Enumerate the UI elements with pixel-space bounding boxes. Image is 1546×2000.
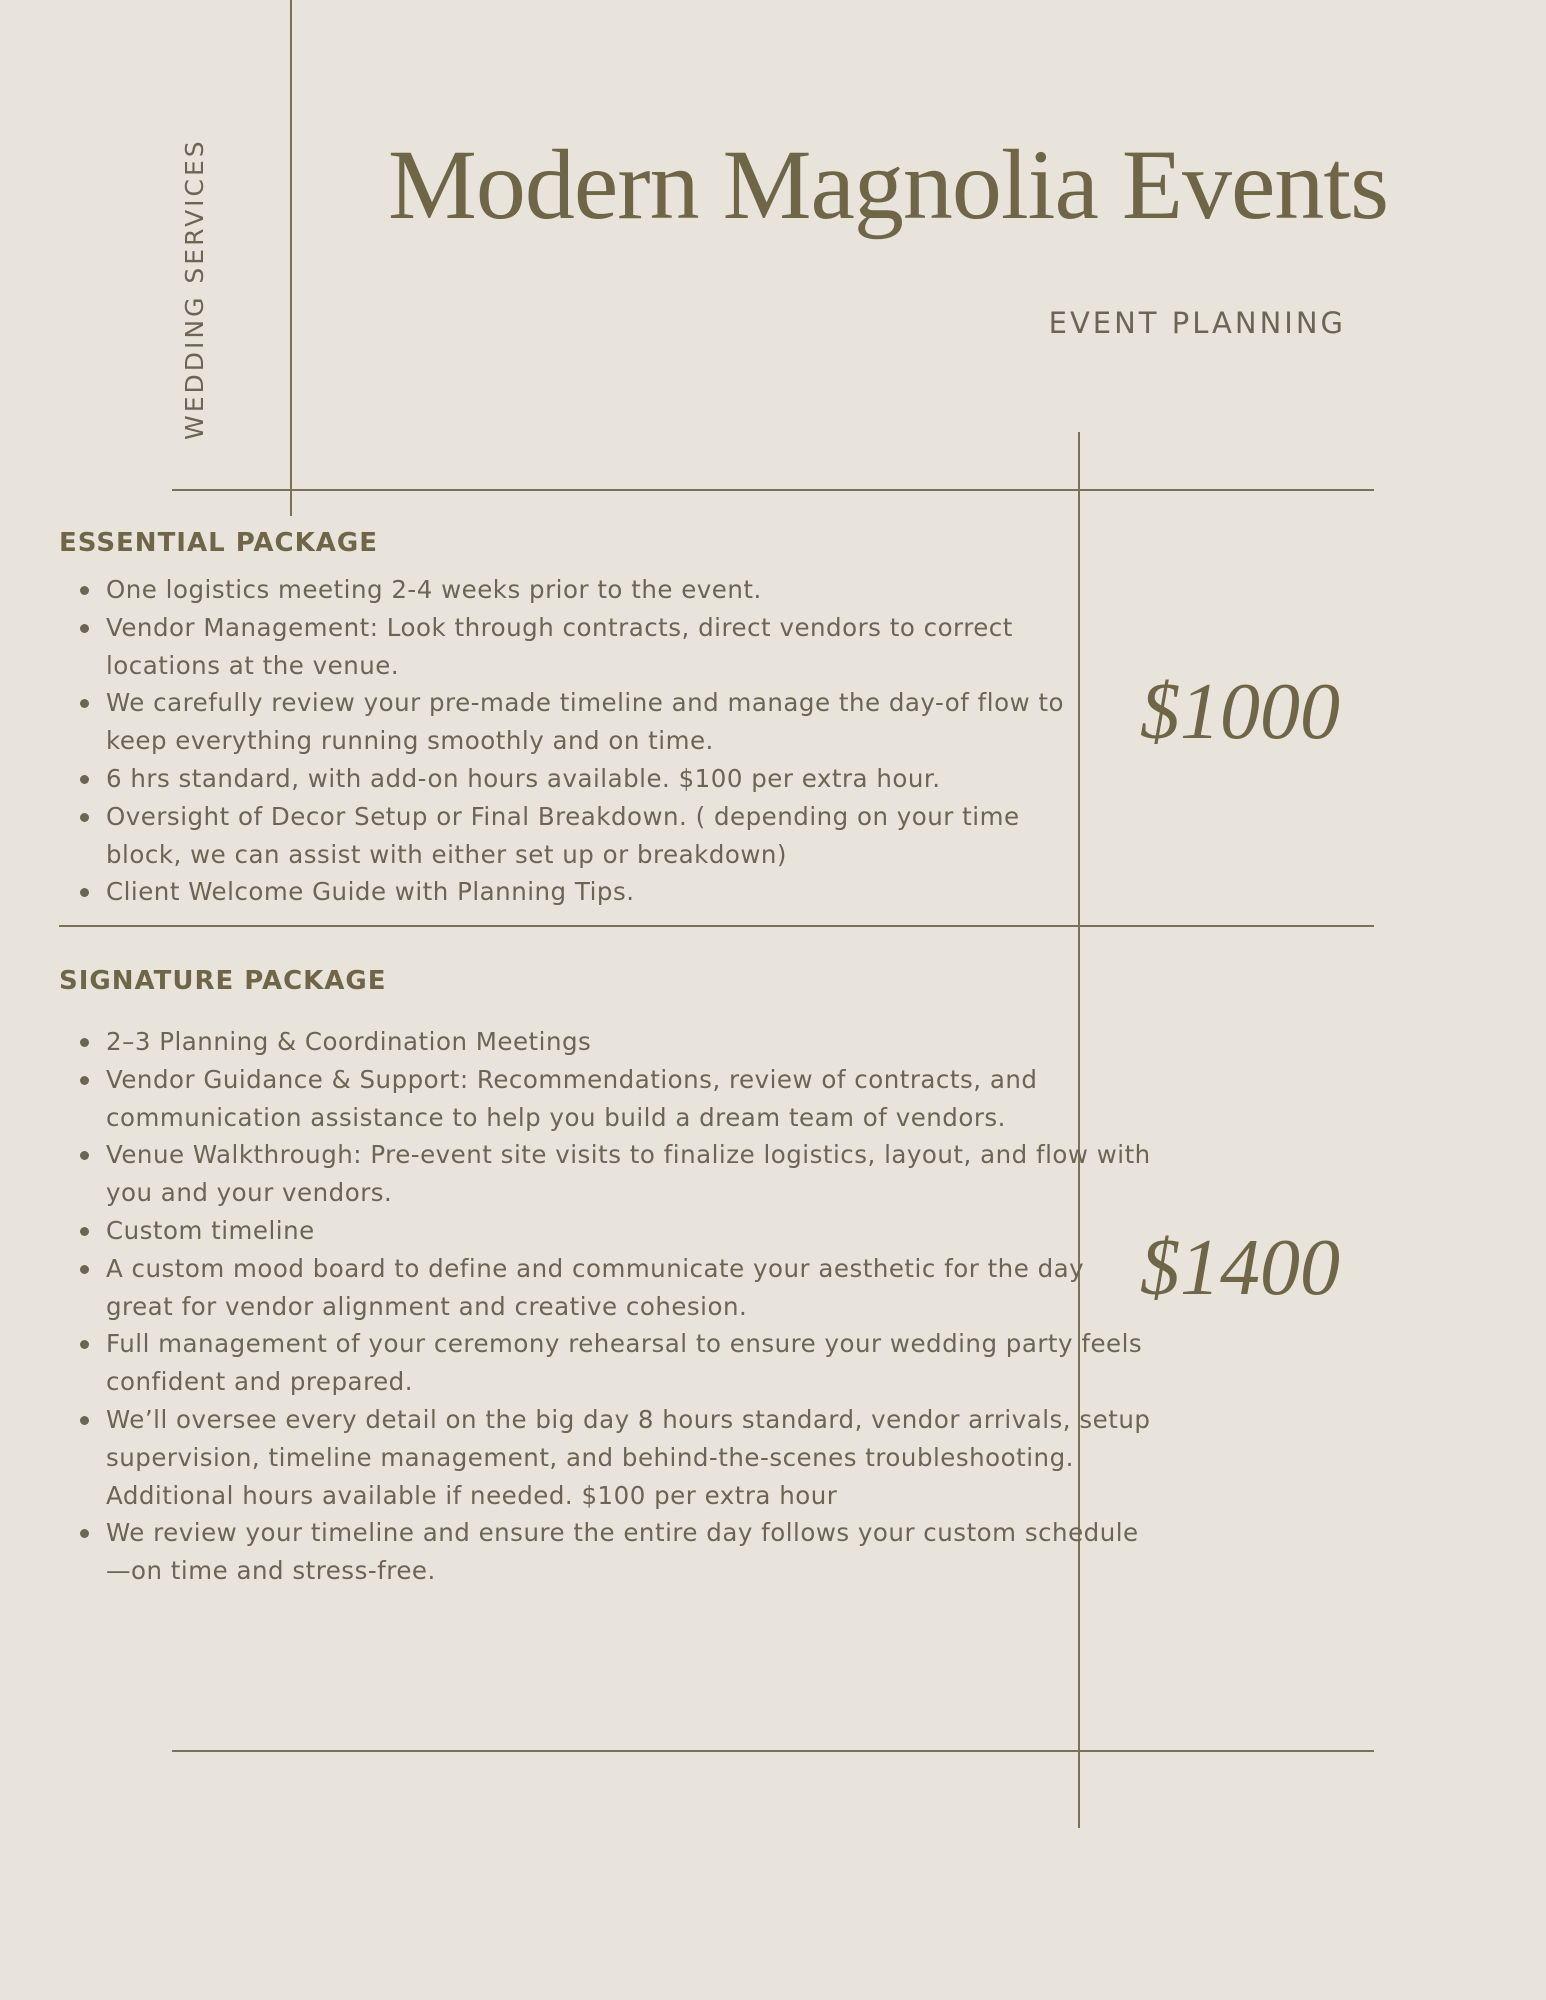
list-item: Full management of your ceremony rehearsal to ensure your wedding party feels confident and prepared. bbox=[106, 1325, 1151, 1401]
vertical-rule-left bbox=[290, 0, 292, 516]
list-item: One logistics meeting 2-4 weeks prior to the event. bbox=[106, 571, 1096, 609]
page-title: Modern Magnolia Events bbox=[388, 129, 1389, 240]
page-subtitle: EVENT PLANNING bbox=[1048, 306, 1346, 340]
list-item: 2–3 Planning & Coordination Meetings bbox=[106, 1023, 1151, 1061]
horizontal-rule-top bbox=[172, 489, 1374, 491]
signature-package-heading: SIGNATURE PACKAGE bbox=[59, 966, 387, 996]
side-label: WEDDING SERVICES bbox=[180, 138, 209, 440]
list-item: Oversight of Decor Setup or Final Breakdown. ( depending on your time block, we can assist with either set up or breakdown) bbox=[106, 798, 1096, 874]
list-item: Venue Walkthrough: Pre-event site visits to finalize logistics, layout, and flow with you and your vendors. bbox=[106, 1136, 1151, 1212]
list-item: Custom timeline bbox=[106, 1212, 1151, 1250]
list-item: 6 hrs standard, with add-on hours available. $100 per extra hour. bbox=[106, 760, 1096, 798]
list-item: Client Welcome Guide with Planning Tips. bbox=[106, 873, 1096, 911]
horizontal-rule-middle bbox=[59, 925, 1374, 927]
list-item: A custom mood board to define and communicate your aesthetic for the day great for vendor alignment and creative cohesion. bbox=[106, 1250, 1151, 1326]
list-item: We review your timeline and ensure the entire day follows your custom schedule—on time and stress-free. bbox=[106, 1514, 1151, 1590]
horizontal-rule-bottom bbox=[172, 1750, 1374, 1752]
essential-package-heading: ESSENTIAL PACKAGE bbox=[59, 528, 378, 558]
list-item: We carefully review your pre-made timeline and manage the day-of flow to keep everything running smoothly and on time. bbox=[106, 684, 1096, 760]
signature-package-list bbox=[59, 1023, 1151, 1590]
list-item: We’ll oversee every detail on the big day 8 hours standard, vendor arrivals, setup supervision, timeline management, and behind-the-scenes troubleshooting. Additional hours available if needed. $100 per extra hour bbox=[106, 1401, 1151, 1514]
essential-package-price: $1000 bbox=[1140, 668, 1340, 756]
list-item: Vendor Guidance & Support: Recommendations, review of contracts, and communication assistance to help you build a dream team of vendors. bbox=[106, 1061, 1151, 1137]
essential-package-list bbox=[59, 571, 1096, 911]
signature-package-price: $1400 bbox=[1140, 1224, 1340, 1312]
list-item: Vendor Management: Look through contracts, direct vendors to correct locations at the venue. bbox=[106, 609, 1096, 685]
